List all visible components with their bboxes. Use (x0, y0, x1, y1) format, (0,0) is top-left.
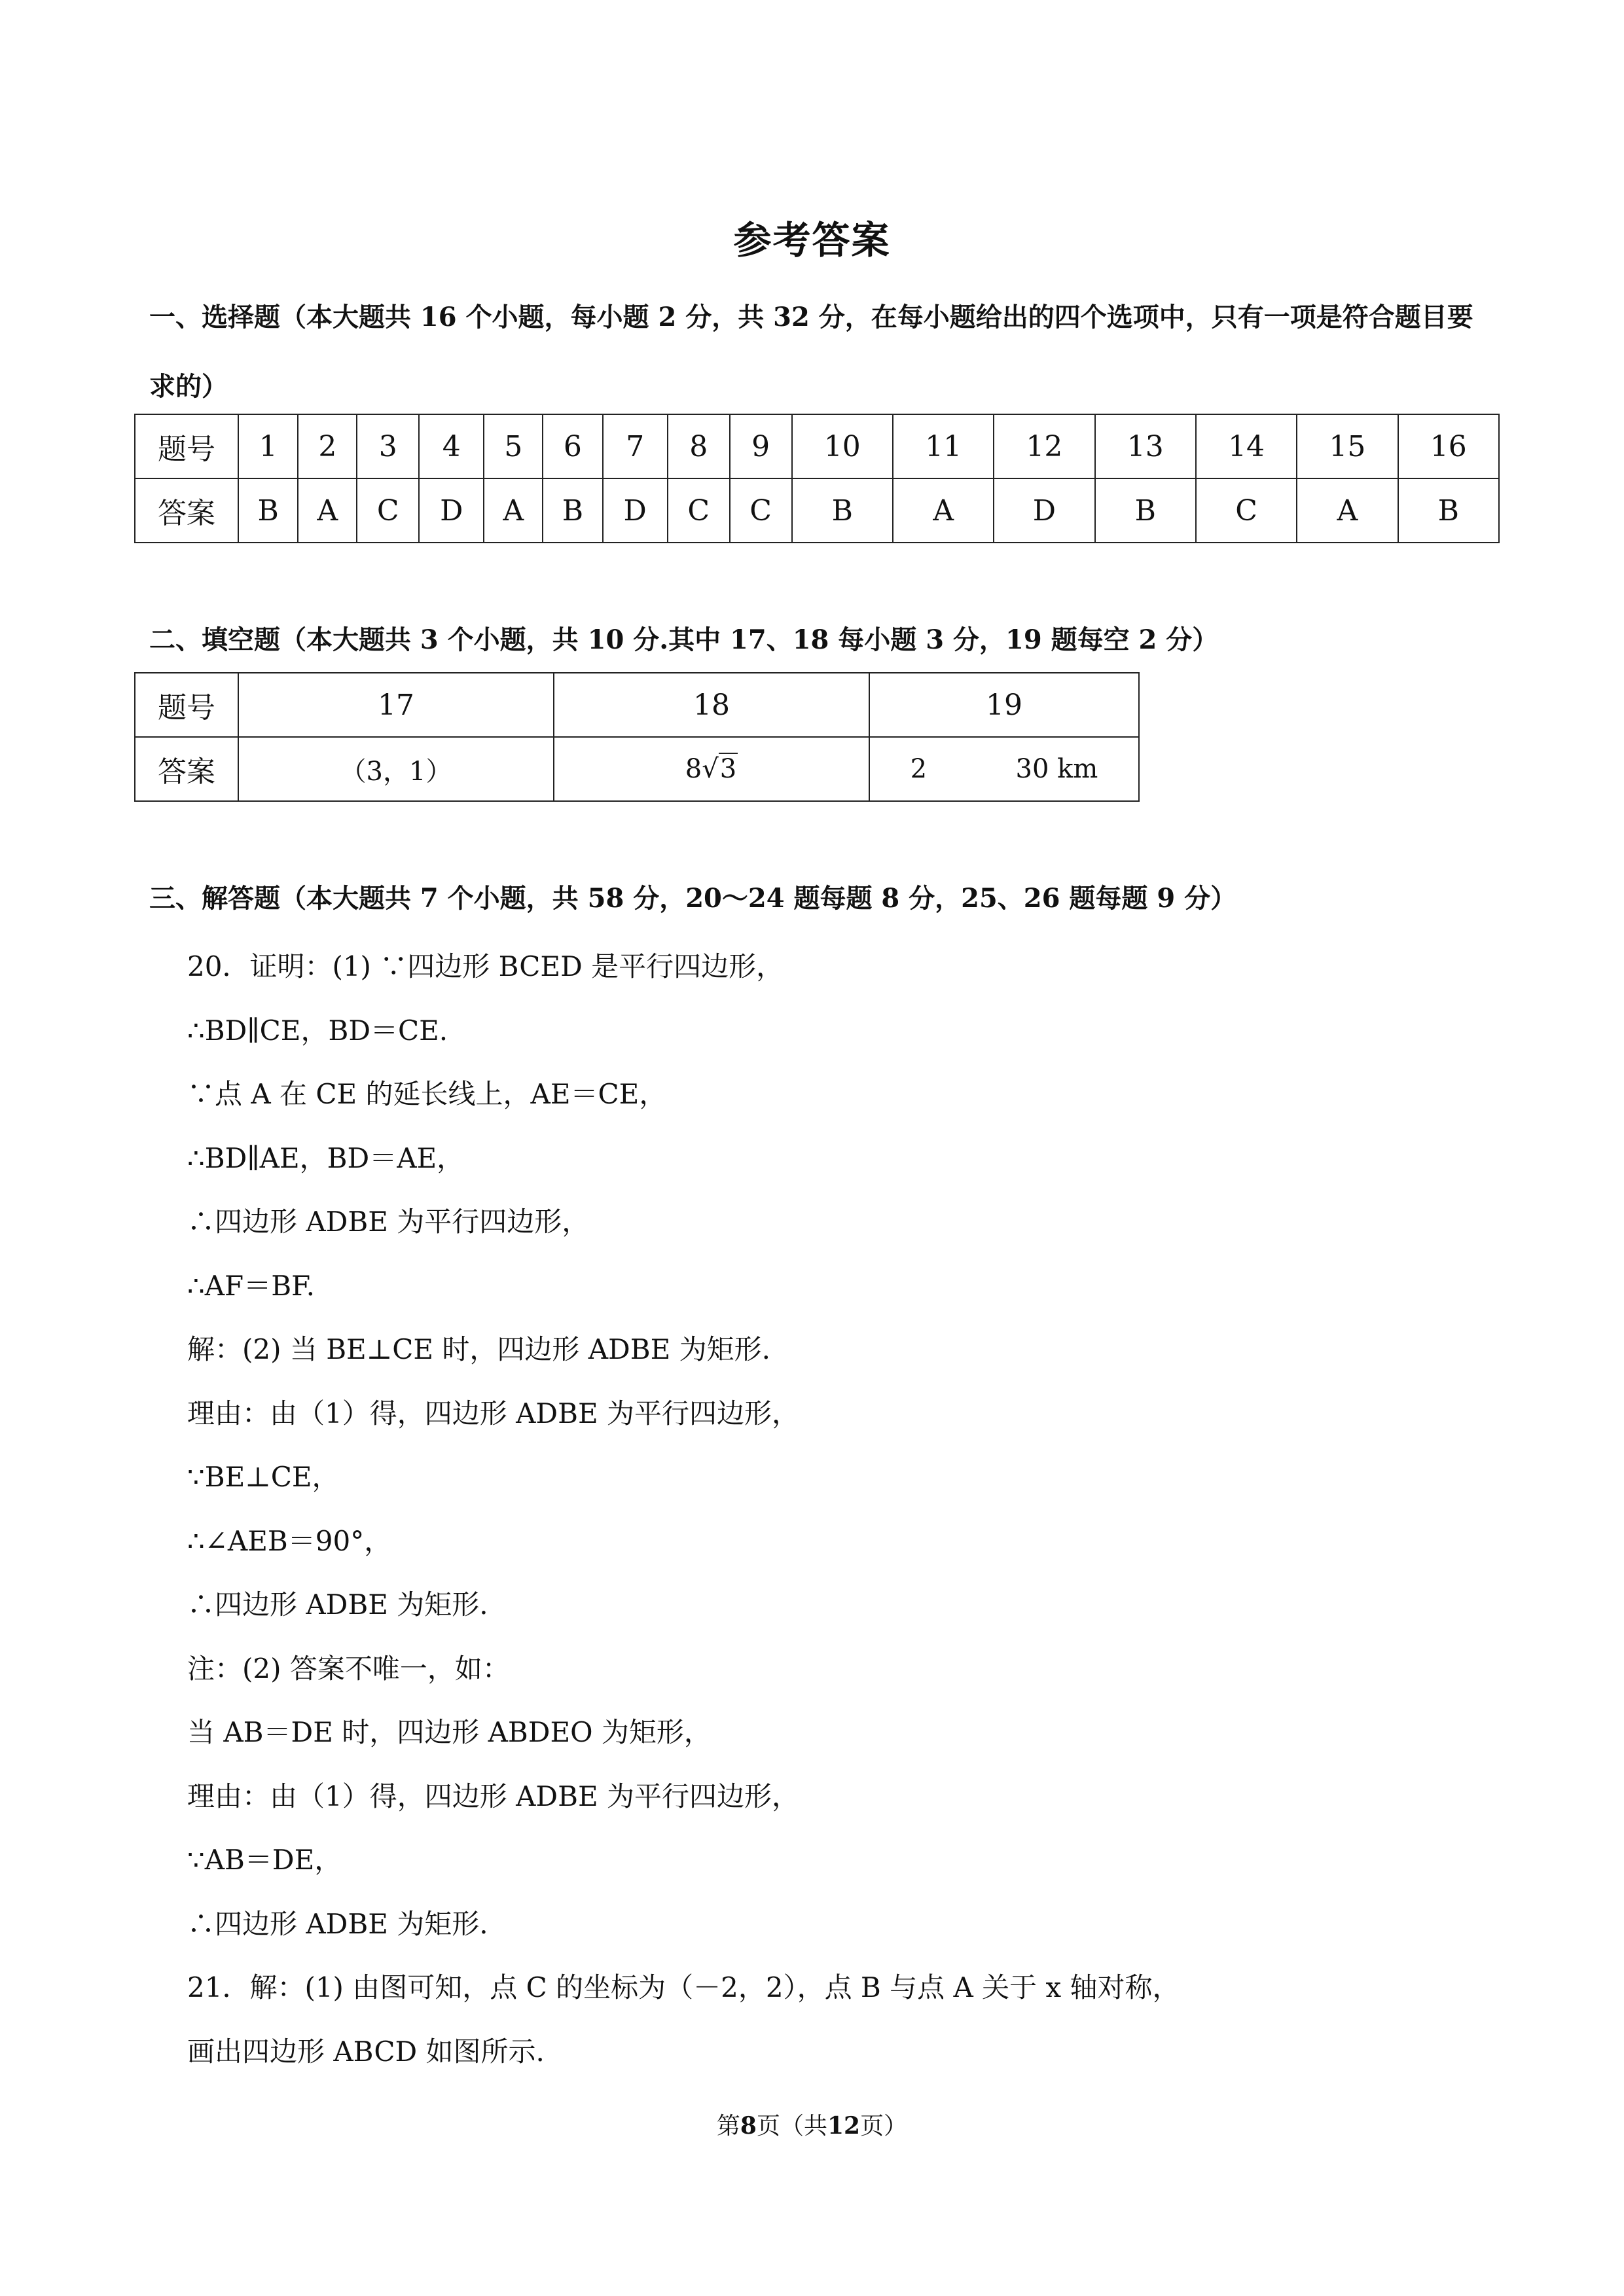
answer-cell: D (603, 478, 668, 543)
answer-cell: B (1095, 478, 1196, 543)
answer-cell: A (484, 478, 543, 543)
solution-line: ∴AF＝BF. (187, 1269, 316, 1302)
question-number: 7 (603, 414, 668, 478)
section-1-heading: 一、选择题（本大题共 16 个小题，每小题 2 分，共 32 分，在每小题给出的四个选项中，只有一项是符合题目要求的） (149, 302, 1473, 402)
question-number: 11 (893, 414, 994, 478)
question-number: 10 (792, 414, 893, 478)
solution-line: ∴四边形 ADBE 为矩形. (187, 1588, 488, 1621)
answer-cell: C (730, 478, 792, 543)
answer-cell: A (893, 478, 994, 543)
footer-suffix: 页） (860, 2113, 908, 2140)
solution-line: ∴∠AEB＝90°， (187, 1524, 392, 1557)
question-number: 4 (419, 414, 484, 478)
row-label: 题号 (135, 673, 238, 737)
question-number: 9 (730, 414, 792, 478)
answer-cell: B (543, 478, 602, 543)
answer-cell: C (1196, 478, 1297, 543)
radicand: 3 (719, 754, 737, 784)
answer-17: （3，1） (238, 737, 554, 801)
solution-line: ∵AB＝DE， (187, 1844, 342, 1876)
answer-19 (869, 737, 1139, 801)
row-label: 题号 (135, 414, 238, 478)
question-number: 13 (1095, 414, 1196, 478)
answer-18-coefficient: 8 (685, 754, 702, 784)
solution-line: 21．解：(1) 由图可知，点 C 的坐标为（－2，2），点 B 与点 A 关于 x 轴对称， (187, 1971, 1180, 2003)
question-number: 6 (543, 414, 602, 478)
solution-line: ∴四边形 ADBE 为平行四边形， (187, 1206, 590, 1238)
solution-text (187, 935, 1180, 2083)
solution-line: ∴BD∥AE，BD＝AE， (187, 1141, 465, 1174)
answer-cell: A (298, 478, 357, 543)
question-number: 18 (554, 673, 869, 737)
footer-prefix: 第 (716, 2113, 740, 2140)
answer-cell: B (238, 478, 298, 543)
question-number: 2 (298, 414, 357, 478)
footer-middle: 页（共 (756, 2113, 827, 2140)
fill-blank-answer-table (134, 672, 1140, 802)
solution-line: 理由：由（1）得，四边形 ADBE 为平行四边形， (187, 1780, 799, 1812)
page-title: 参考答案 (733, 218, 891, 262)
question-number: 12 (994, 414, 1094, 478)
answer-cell: B (792, 478, 893, 543)
choice-answer-table (134, 414, 1500, 543)
answer-18 (554, 737, 869, 801)
solution-line: ∵点 A 在 CE 的延长线上，AE＝CE， (187, 1078, 667, 1110)
table-row (135, 478, 1499, 543)
question-number: 5 (484, 414, 543, 478)
question-number: 8 (668, 414, 730, 478)
solution-line: ∵BE⊥CE， (187, 1461, 340, 1493)
answer-cell: A (1297, 478, 1398, 543)
total-pages: 12 (827, 2112, 861, 2140)
radical-sign: √ (702, 754, 719, 784)
section-3-heading: 三、解答题（本大题共 7 个小题，共 58 分，20～24 题每题 8 分，25、26 题每题 9 分） (149, 883, 1237, 914)
solution-line: ∴四边形 ADBE 为矩形. (187, 1907, 488, 1940)
table-row (135, 414, 1499, 478)
sqrt-expression (702, 754, 738, 784)
answer-cell: B (1398, 478, 1499, 543)
solution-line: 注：(2) 答案不唯一，如： (187, 1652, 510, 1685)
table-row (135, 673, 1139, 737)
row-label: 答案 (135, 478, 238, 543)
question-number: 17 (238, 673, 554, 737)
question-number: 15 (1297, 414, 1398, 478)
section-2-heading: 二、填空题（本大题共 3 个小题，共 10 分.其中 17、18 每小题 3 分，19 题每空 2 分） (149, 624, 1219, 655)
solution-line: ∴BD∥CE，BD＝CE. (187, 1014, 448, 1047)
solution-line: 解：(2) 当 BE⊥CE 时，四边形 ADBE 为矩形. (187, 1333, 770, 1365)
question-number: 14 (1196, 414, 1297, 478)
page-footer (0, 2108, 1624, 2141)
answer-cell: D (419, 478, 484, 543)
solution-line: 画出四边形 ABCD 如图所示. (187, 2035, 545, 2068)
answer-cell: C (357, 478, 419, 543)
question-number: 16 (1398, 414, 1499, 478)
solution-line: 20．证明：(1) ∵四边形 BCED 是平行四边形， (187, 950, 784, 982)
question-number: 19 (869, 673, 1139, 737)
row-label: 答案 (135, 737, 238, 801)
answer-19-first-blank: 2 (910, 754, 928, 784)
question-number: 1 (238, 414, 298, 478)
solution-line: 理由：由（1）得，四边形 ADBE 为平行四边形， (187, 1397, 799, 1429)
answer-cell: C (668, 478, 730, 543)
table-row (135, 737, 1139, 801)
solution-line: 当 AB＝DE 时，四边形 ABDEO 为矩形， (187, 1716, 712, 1748)
answer-cell: D (994, 478, 1094, 543)
answer-19-second-blank: 30 km (1015, 754, 1098, 784)
question-number: 3 (357, 414, 419, 478)
page-number: 8 (740, 2112, 757, 2140)
